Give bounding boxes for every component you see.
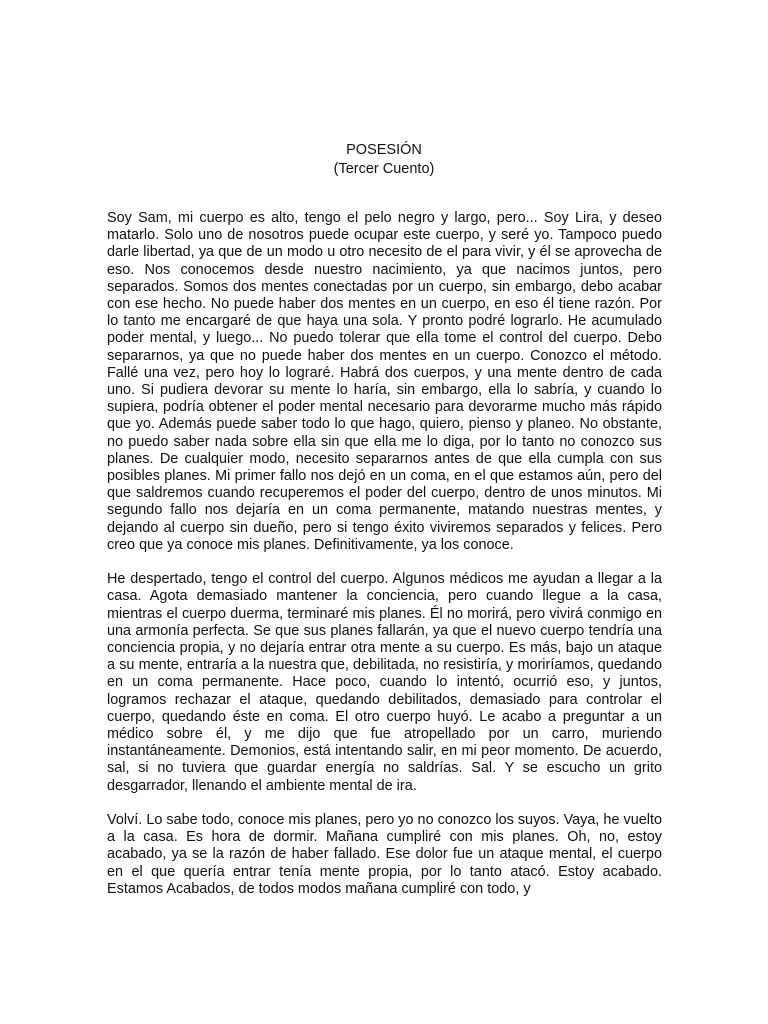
document-title: POSESIÓN xyxy=(346,142,422,158)
paragraph-2: He despertado, tengo el control del cuerpo. Algunos médicos me ayudan a llegar a la casa. Agota demasiado mantener la conciencia, pero cuando llegue a la casa, mientras el cuerpo duerma, terminaré mis planes. Él no morirá, pero vivirá conmigo en una armonía perfecta. Se que sus planes fallarán, ya que el nuevo cuerpo tendría una conciencia propia, y no dejaría entrar otra mente a su cuerpo. Es más, bajo un ataque a su mente, entraría a la nuestra que, debilitada, no resistiría, y moriríamos, quedando en un coma permanente. Hace poco, cuando lo intentó, ocurrió eso, y juntos, logramos rechazar el ataque, quedando debilitados, demasiado para controlar el cuerpo, quedando éste en coma. El otro cuerpo huyó. Le acabo a preguntar a un médico sobre él, y me dijo que fue atropellado por un carro, muriendo instantáneamente. Demonios, está intentando salir, en mi peor momento. De acuerdo, sal, si no tuviera que guardar energía no saldrías. Sal. Y se escucho un grito desgarrador, llenando el ambiente mental de ira. xyxy=(107,571,662,794)
document-subtitle: (Tercer Cuento) xyxy=(333,160,435,177)
paragraph-1: Soy Sam, mi cuerpo es alto, tengo el pelo negro y largo, pero... Soy Lira, y deseo matarlo. Solo uno de nosotros puede ocupar este cuerpo, y seré yo. Tampoco puedo darle libertad, ya que de un modo u otro necesito de el para vivir, y él se aprovecha de eso. Nos conocemos desde nuestro nacimiento, ya que nacimos juntos, pero separados. Somos dos mentes conectadas por un cuerpo, sin embargo, debo acabar con ese hecho. No puede haber dos mentes en un cuerpo, en eso él tiene razón. Por lo tanto me encargaré de que haya una sola. Y pronto podré lograrlo. He acumulado poder mental, y luego... No puedo tolerar que ella tome el control del cuerpo. Debo separarnos, ya que no puede haber dos mentes en un cuerpo. Conozco el método. Fallé una vez, pero hoy lo lograré. Habrá dos cuerpos, y una mente dentro de cada uno. Si pudiera devorar su mente lo haría, sin embargo, ella lo sabría, y cuando lo supiera, podría obtener el poder mental necesario para devorarme mucho más rápido que yo. Además puede saber todo lo que hago, quiero, pienso y planeo. No obstante, no puedo saber nada sobre ella sin que ella me lo diga, por lo tanto no conozco sus planes. De cualquier modo, necesito separarnos antes de que ella cumpla con sus posibles planes. Mi primer fallo nos dejó en un coma, en el que estamos aún, pero del que saldremos cuando recuperemos el poder del cuerpo, dentro de unos minutos. Mi segundo fallo nos dejaría en un coma permanente, matando nuestras mentes, y dejando al cuerpo sin dueño, pero si tengo éxito viviremos separados y felices. Pero creo que ya conoce mis planes. Definitivamente, ya los conoce. xyxy=(107,210,662,553)
paragraph-3: Volví. Lo sabe todo, conoce mis planes, pero yo no conozco los suyos. Vaya, he vuelto a la casa. Es hora de dormir. Mañana cumpliré con mis planes. Oh, no, estoy acabado, ya se la razón de haber fallado. Ese dolor fue un ataque mental, el cuerpo en el que quería entrar tenía mente propia, por lo tanto atacó. Estoy acabado. Estamos Acabados, de todos modos mañana cumpliré con todo, y xyxy=(107,812,663,897)
document-body xyxy=(107,210,662,898)
title-block xyxy=(0,141,768,178)
